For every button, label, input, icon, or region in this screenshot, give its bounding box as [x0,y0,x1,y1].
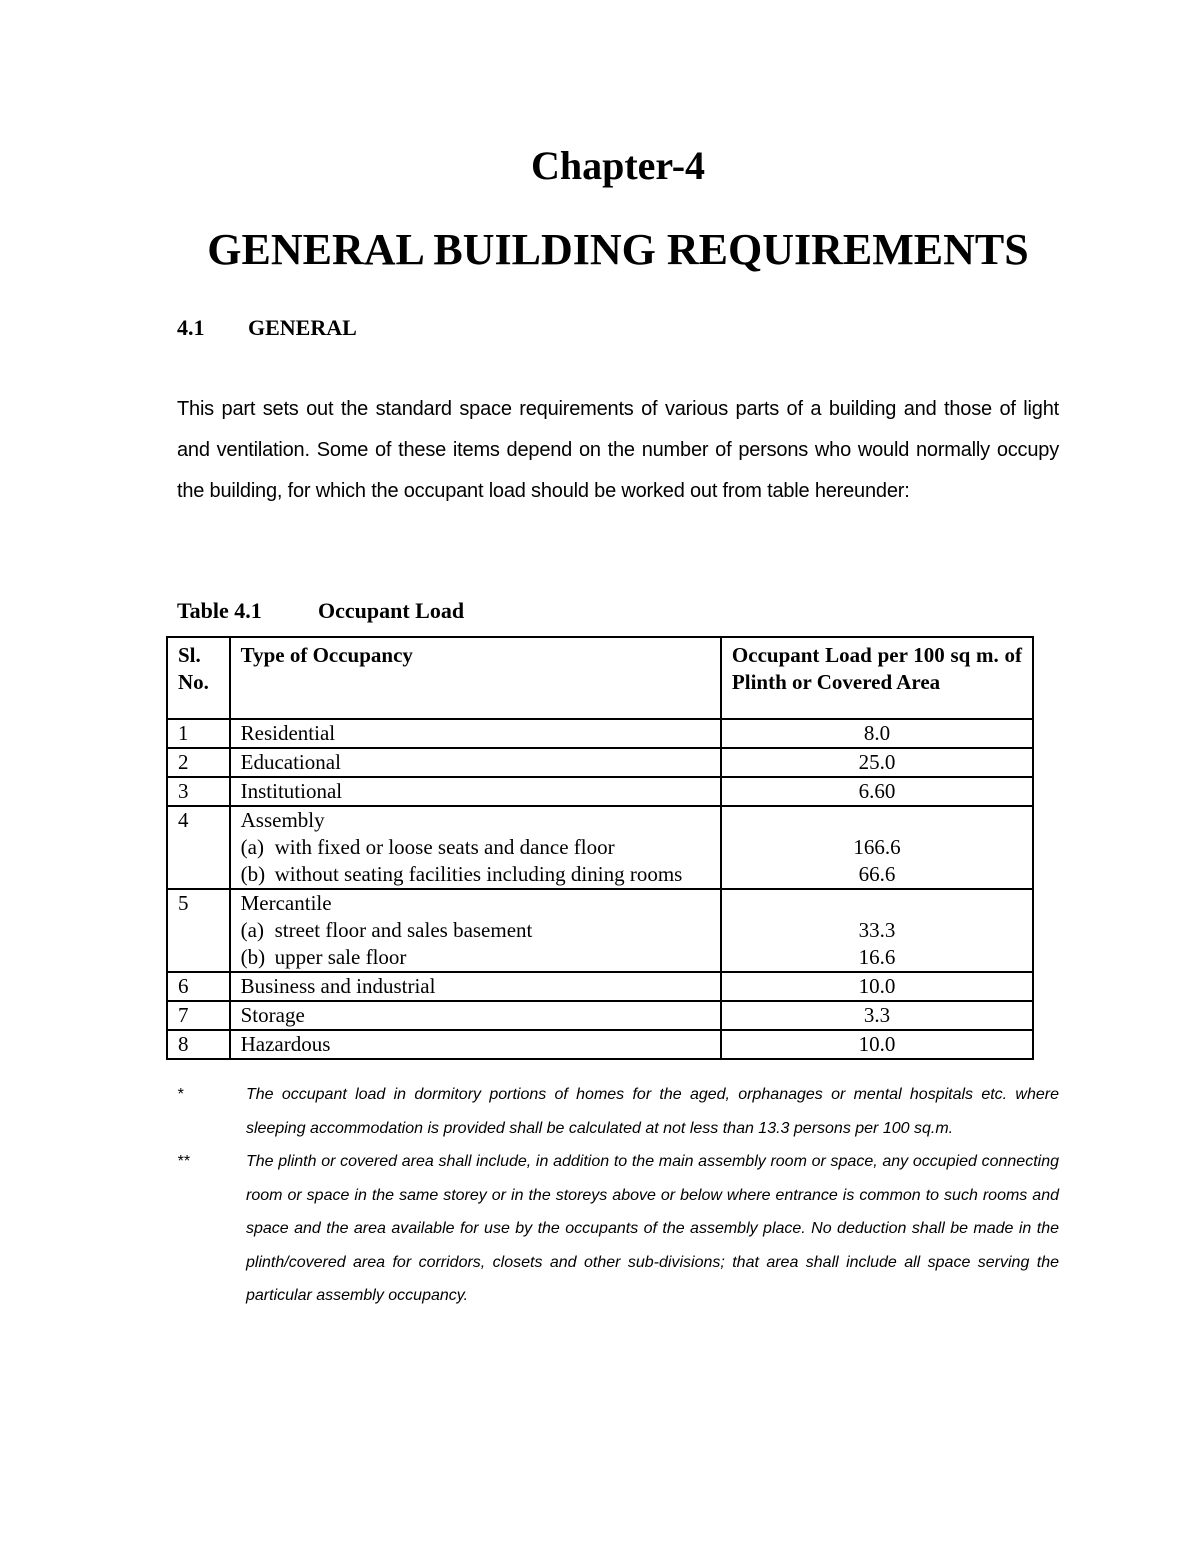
table-row [167,972,1033,1001]
cell-type: Institutional [230,777,721,806]
sub-item [241,944,710,971]
section-heading [177,314,357,342]
footnote-mark: ** [177,1153,190,1170]
cell-load [721,889,1033,972]
header-type-of-occupancy: Type of Occupancy [230,637,721,719]
intro-paragraph: This part sets out the standard space requirements of various parts of a building and those of light and ventilation. Some of these items depend on the number of persons who would normally occupy the building, for which the occupant load should be worked out from table hereunder: [177,398,1059,502]
cell-sl: 1 [167,719,230,748]
sub-item-label: (b) [240,945,266,969]
table-row [167,806,1033,889]
table-caption-title: Occupant Load [318,598,465,623]
footnote [177,1145,1059,1313]
header-occupant-load: Occupant Load per 100 sq m. of Plinth or Covered Area [721,637,1033,719]
cell-load: 3.3 [721,1001,1033,1030]
chapter-heading: Chapter-4 [530,143,706,188]
cell-sl: 5 [167,889,230,972]
cell-load: 8.0 [721,719,1033,748]
sub-item-text: street floor and sales basement [274,918,533,942]
footnote-mark: * [177,1086,184,1103]
sub-item-load: 33.3 [858,918,896,942]
sub-item [241,917,710,944]
section-title: GENERAL [248,315,357,340]
cell-type: Residential [230,719,721,748]
sub-item-text: without seating facilities including dining rooms [274,862,683,886]
table-row [167,748,1033,777]
occupant-load-table [166,636,1034,1060]
sub-item-load: 16.6 [858,945,896,969]
table-row [167,777,1033,806]
section-number: 4.1 [177,315,205,340]
sub-item-load: 166.6 [853,835,901,859]
cell-load [721,806,1033,889]
table-row [167,889,1033,972]
table-caption [177,597,464,625]
cell-load: 10.0 [721,1030,1033,1059]
cell-type [230,806,721,889]
sub-item-load: 66.6 [858,862,896,886]
sub-item-label: (a) [240,835,264,859]
footnote [177,1078,1059,1145]
footnotes [177,1078,1059,1313]
cell-type: Storage [230,1001,721,1030]
cell-type-main: Mercantile [240,891,332,915]
sub-item [241,861,710,888]
footnote-text: The occupant load in dormitory portions of homes for the aged, orphanages or mental hospitals etc. where sleeping accommodation is provided shall be calculated at not less than 13.3 persons per 100 sq.m. [246,1086,1059,1137]
sub-item-text: with fixed or loose seats and dance floor [274,835,615,859]
sub-item [241,834,710,861]
sub-item-text: upper sale floor [274,945,407,969]
table-row [167,719,1033,748]
cell-load: 10.0 [721,972,1033,1001]
cell-sl: 2 [167,748,230,777]
sub-item-label: (b) [240,862,266,886]
page-title: GENERAL BUILDING REQUIREMENTS [207,225,1029,274]
header-sl-no: Sl. No. [167,637,230,719]
sub-item-label: (a) [240,918,264,942]
cell-sl: 4 [167,806,230,889]
cell-type: Hazardous [230,1030,721,1059]
cell-type: Educational [230,748,721,777]
cell-sl: 6 [167,972,230,1001]
cell-sl: 7 [167,1001,230,1030]
table-row [167,1001,1033,1030]
table-header-row [167,637,1033,719]
cell-type-main: Assembly [240,808,325,832]
footnote-text: The plinth or covered area shall include, in addition to the main assembly room or space, any occupied connecting room or space in the same storey or in the storeys above or below where entrance is common to such rooms and space and the area available for use by the occupants of the assembly place. No deduction shall be made in the plinth/covered area for corridors, closets and other sub-divisions; that area shall include all space serving the particular assembly occupancy. [246,1153,1059,1304]
cell-type: Business and industrial [230,972,721,1001]
cell-type [230,889,721,972]
cell-sl: 8 [167,1030,230,1059]
cell-sl: 3 [167,777,230,806]
cell-load: 6.60 [721,777,1033,806]
cell-load: 25.0 [721,748,1033,777]
table-row [167,1030,1033,1059]
table-caption-number: Table 4.1 [177,598,262,623]
